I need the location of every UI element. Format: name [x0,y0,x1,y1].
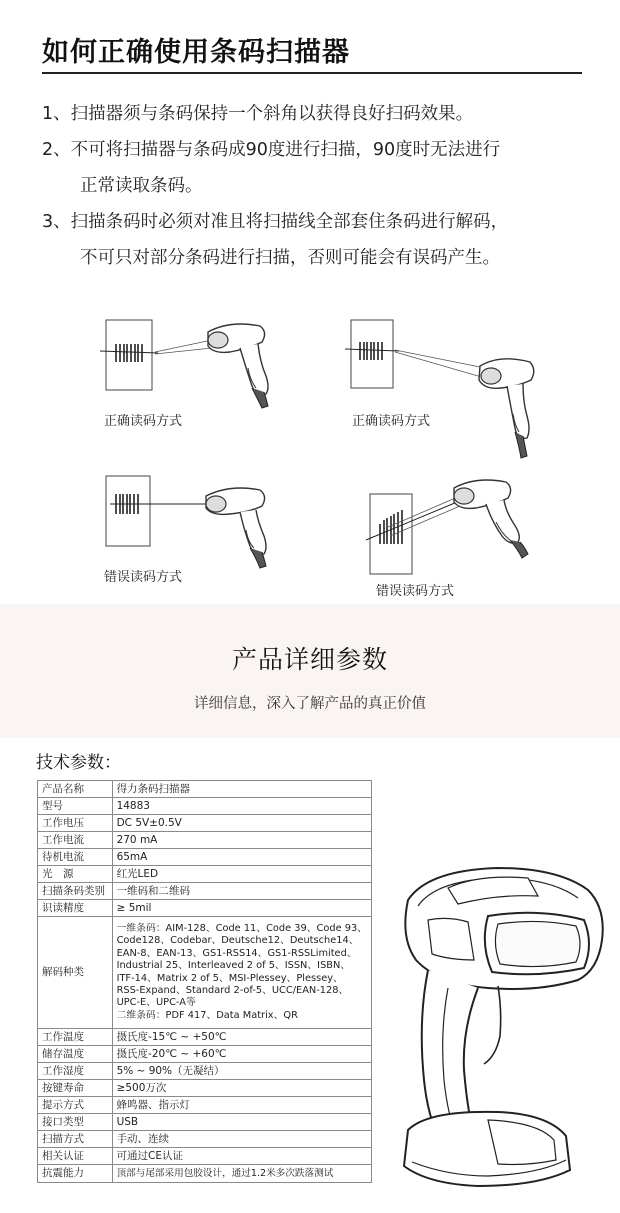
illustration-correct-2 [345,318,545,468]
table-row [38,1063,372,1080]
table-row [38,815,372,832]
title-divider [42,72,582,74]
spec-key: 解码种类 [38,917,113,1029]
spec-value: ≥500万次 [112,1080,371,1097]
spec-value: 可通过CE认证 [112,1148,371,1165]
table-row [38,866,372,883]
scanner-partial-wrong-icon [362,474,562,584]
instruction-2: 2、不可将扫描器与条码成90度进行扫描，90度时无法进行 [42,140,501,160]
instruction-1: 1、扫描器须与条码保持一个斜角以获得良好扫码效果。 [42,104,474,124]
caption-wrong-1: 错误读码方式 [104,570,183,585]
table-row [38,849,372,866]
spec-value: 270 mA [112,832,371,849]
decode-line: ITF-14、Matrix 2 of 5、MSI-Plessey、Plessey、 [116,972,343,984]
table-row [38,917,372,1029]
spec-value: 得力条码扫描器 [112,781,371,798]
spec-key: 型号 [38,798,113,815]
spec-value: 摄氏度-20℃ ~ +60℃ [112,1046,371,1063]
decode-line: 一维条码：AIM-128、Code 11、Code 39、Code 93、 [116,922,367,934]
usage-instructions [42,96,602,276]
spec-value: 65mA [112,849,371,866]
spec-key: 扫描方式 [38,1131,113,1148]
illustration-wrong-2 [362,474,562,584]
spec-key: 工作温度 [38,1029,113,1046]
decode-line: Code128、Codebar、Deutsche12、Deutsche14、 [116,935,359,947]
caption-correct-2: 正确读码方式 [352,414,431,429]
spec-value-decode-types [112,917,371,1029]
table-row [38,1148,372,1165]
table-row [38,832,372,849]
table-row [38,1114,372,1131]
scanner-product-drawing [388,860,613,1199]
section-subtitle: 详细信息，深入了解产品的真正价值 [194,696,426,712]
spec-value: 5% ~ 90%（无凝结） [112,1063,371,1080]
spec-value: 红光LED [112,866,371,883]
page-title: 如何正确使用条码扫描器 [42,37,350,68]
scanner-angle-wrong-icon [100,470,300,570]
spec-key: 扫描条码类别 [38,883,113,900]
section-title: 产品详细参数 [231,645,388,674]
spec-value: 摄氏度-15℃ ~ +50℃ [112,1029,371,1046]
spec-key: 工作电压 [38,815,113,832]
spec-key: 工作电流 [38,832,113,849]
instruction-2-cont: 正常读取条码。 [80,176,203,196]
spec-key: 抗震能力 [38,1165,113,1183]
instruction-3: 3、扫描条码时必须对准且将扫描线全部套住条码进行解码， [42,212,509,232]
decode-line: RSS-Expand、Standard 2-of-5、UCC/EAN-128、 [116,984,349,996]
decode-line: 二维条码：PDF 417、Data Matrix、QR [116,1009,298,1021]
decode-line: UPC-E、UPC-A等 [116,997,196,1009]
spec-value: ≥ 5mil [112,900,371,917]
scanner-angle-correct-icon [345,318,545,468]
table-row [38,900,372,917]
spec-value: 顶部与尾部采用包胶设计，通过1.2米多次跌落测试 [112,1165,371,1183]
table-row [38,798,372,815]
spec-key: 接口类型 [38,1114,113,1131]
spec-key: 光 源 [38,866,113,883]
barcode-scanner-icon [388,860,613,1195]
instruction-3-cont: 不可只对部分条码进行扫描，否则可能会有误码产生。 [80,248,500,268]
spec-key: 待机电流 [38,849,113,866]
decode-line: Industrial 25、Interleaved 2 of 5、ISSN、ISBN、 [116,960,351,972]
caption-wrong-2: 错误读码方式 [376,584,455,599]
table-row [38,1097,372,1114]
table-row [38,1165,372,1183]
scanner-angle-correct-icon [100,318,300,418]
spec-table [37,780,372,1183]
spec-key: 提示方式 [38,1097,113,1114]
spec-value: 蜂鸣器、指示灯 [112,1097,371,1114]
spec-value: 手动、连续 [112,1131,371,1148]
illustration-wrong-1 [100,470,300,570]
spec-value: 14883 [112,798,371,815]
table-row [38,781,372,798]
spec-key: 工作湿度 [38,1063,113,1080]
decode-line: EAN-8、EAN-13、GS1-RSS14、GS1-RSSLimited、 [116,947,357,959]
caption-correct-1: 正确读码方式 [104,414,183,429]
table-row [38,1046,372,1063]
table-row [38,1080,372,1097]
table-row [38,1131,372,1148]
table-row [38,1029,372,1046]
spec-key: 相关认证 [38,1148,113,1165]
spec-value: USB [112,1114,371,1131]
spec-value: DC 5V±0.5V [112,815,371,832]
spec-key: 识读精度 [38,900,113,917]
spec-value: 一维码和二维码 [112,883,371,900]
spec-key: 按键寿命 [38,1080,113,1097]
specs-heading: 技术参数： [36,753,121,773]
illustration-correct-1 [100,318,300,418]
spec-key: 储存温度 [38,1046,113,1063]
spec-key: 产品名称 [38,781,113,798]
table-row [38,883,372,900]
